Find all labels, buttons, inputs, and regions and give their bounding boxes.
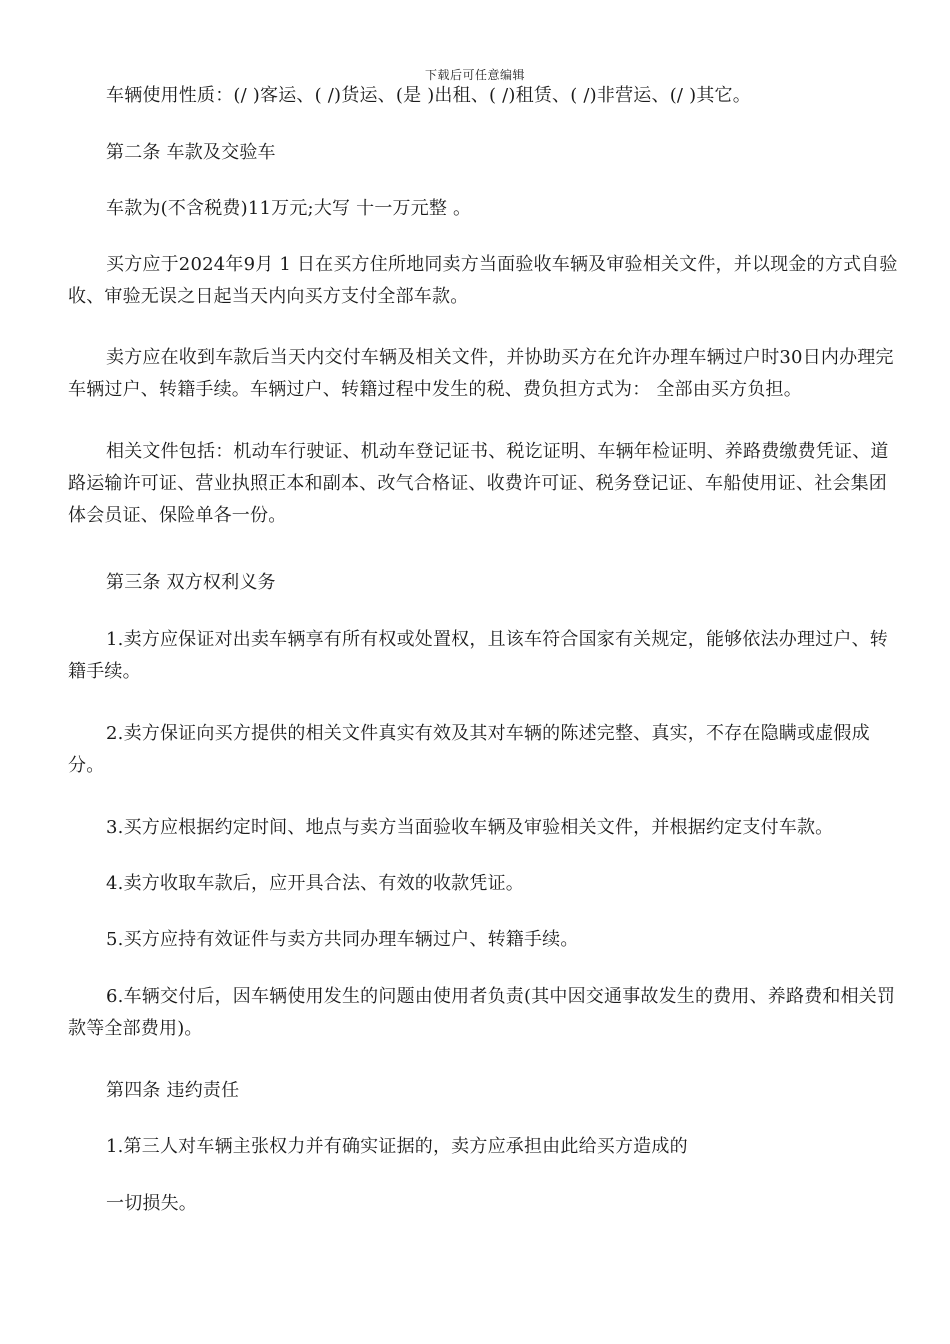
clause-3-3: 3.买方应根据约定时间、地点与卖方当面验收车辆及审验相关文件，并根据约定支付车款。: [106, 817, 834, 838]
clause-3-2: 2.卖方保证向买方提供的相关文件真实有效及其对车辆的陈述完整、真实，不存在隐瞒或虚假成分。: [68, 723, 870, 776]
paragraph-delivery: 卖方应在收到车款后当天内交付车辆及相关文件，并协助买方在允许办理车辆过户时30日内办理完车辆过户、转籍手续。车辆过户、转籍过程中发生的税、费负担方式为： 全部由买方负担。: [68, 347, 894, 400]
header-note: 下载后可任意编辑: [424, 68, 525, 82]
paragraph-price: 车款为(不含税费)11万元;大写 十一万元整 。: [106, 198, 472, 219]
paragraph-vehicle-usage: 车辆使用性质：(/ )客运、( /)货运、(是 )出租、( /)租赁、( /)非营运、(/ )其它。: [106, 85, 751, 106]
paragraph-related-documents: 相关文件包括：机动车行驶证、机动车登记证书、税讫证明、车辆年检证明、养路费缴费凭证、道路运输许可证、营业执照正本和副本、改气合格证、收费许可证、税务登记证、车船使用证、社会集团体会员证、保险单各一份。: [68, 441, 889, 526]
paragraph-payment: 买方应于2024年9月 1 日在买方住所地同卖方当面验收车辆及审验相关文件，并以现金的方式自验收、审验无误之日起当天内向买方支付全部车款。: [68, 254, 898, 307]
clause-4-1: 1.第三人对车辆主张权力并有确实证据的，卖方应承担由此给买方造成的: [106, 1136, 688, 1157]
section-heading-article-3: 第三条 双方权利义务: [106, 572, 276, 593]
clause-3-4: 4.卖方收取车款后，应开具合法、有效的收款凭证。: [106, 873, 524, 894]
section-heading-article-2: 第二条 车款及交验车: [106, 142, 276, 163]
clause-3-5: 5.买方应持有效证件与卖方共同办理车辆过户、转籍手续。: [106, 929, 579, 950]
section-heading-article-4: 第四条 违约责任: [106, 1080, 240, 1101]
clause-3-6: 6.车辆交付后，因车辆使用发生的问题由使用者负责(其中因交通事故发生的费用、养路费和相关罚款等全部费用)。: [68, 986, 896, 1039]
clause-3-1: 1.卖方应保证对出卖车辆享有所有权或处置权，且该车符合国家有关规定，能够依法办理过户、转籍手续。: [68, 629, 888, 682]
clause-4-1-continued: 一切损失。: [106, 1193, 197, 1214]
